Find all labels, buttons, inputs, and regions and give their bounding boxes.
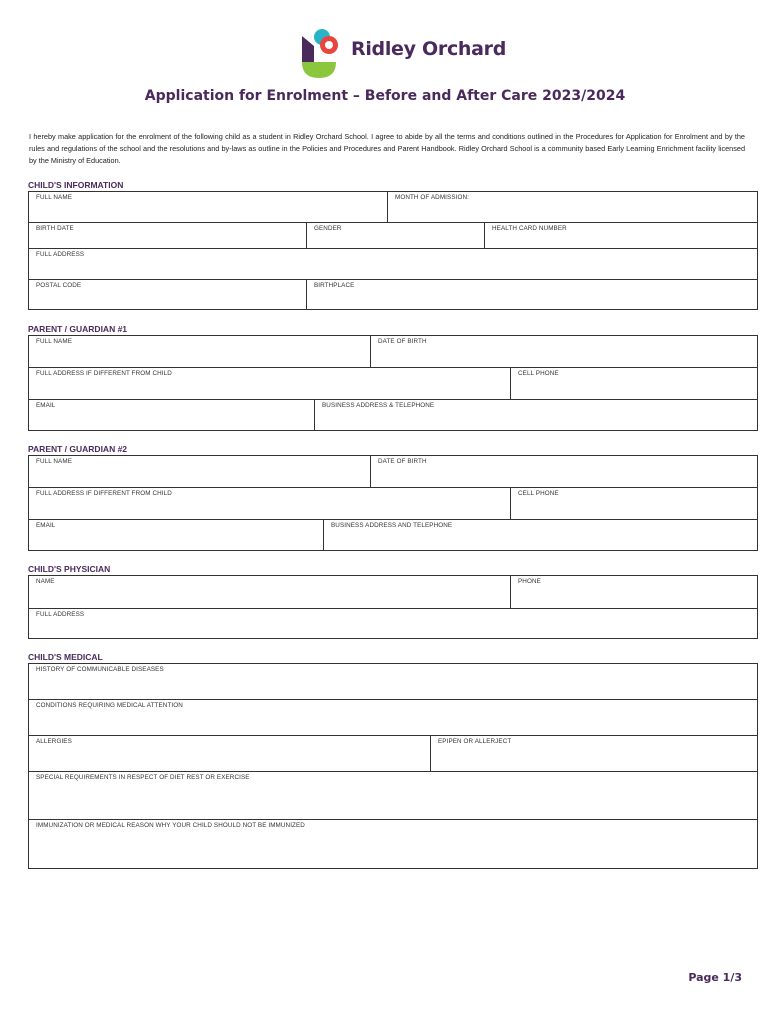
medical-allergies-field[interactable]	[29, 736, 430, 771]
guardian2-box	[28, 455, 758, 551]
child-birth-date-field[interactable]	[29, 223, 306, 248]
field-label: EMAIL	[36, 522, 56, 529]
child-health-card-field[interactable]	[484, 223, 757, 248]
form-title: Application for Enrolment – Before and After Care 2023/2024	[144, 88, 626, 104]
field-label: EPIPEN OR ALLERJECT	[438, 738, 512, 745]
child-month-of-admission-field[interactable]	[387, 192, 757, 222]
field-label: FULL NAME	[36, 338, 73, 345]
field-label: GENDER	[314, 225, 342, 232]
field-label: SPECIAL REQUIREMENTS IN RESPECT OF DIET REST OR EXERCISE	[36, 774, 250, 781]
guardian2-email-field[interactable]	[29, 520, 323, 551]
field-label: IMMUNIZATION OR MEDICAL REASON WHY YOUR CHILD SHOULD NOT BE IMMUNIZED	[36, 822, 305, 829]
field-label: POSTAL CODE	[36, 282, 82, 289]
field-label: BIRTH DATE	[36, 225, 74, 232]
brand-name: Ridley Orchard	[351, 38, 507, 60]
field-label: FULL ADDRESS	[36, 611, 85, 618]
field-label: EMAIL	[36, 402, 56, 409]
physician-box	[28, 575, 758, 639]
child-gender-field[interactable]	[306, 223, 484, 248]
medical-box	[28, 663, 758, 869]
field-label: CONDITIONS REQUIRING MEDICAL ATTENTION	[36, 702, 183, 709]
guardian1-box	[28, 335, 758, 431]
guardian1-full-name-field[interactable]	[29, 336, 370, 367]
child-birthplace-field[interactable]	[306, 280, 757, 310]
guardian2-full-name-field[interactable]	[29, 456, 370, 487]
field-label: BUSINESS ADDRESS & TELEPHONE	[322, 402, 435, 409]
field-label: HISTORY OF COMMUNICABLE DISEASES	[36, 666, 164, 673]
guardian1-cell-phone-field[interactable]	[510, 368, 757, 399]
child-info-box	[28, 191, 758, 310]
guardian1-email-field[interactable]	[29, 400, 314, 431]
guardian2-address-field[interactable]	[29, 488, 510, 519]
guardian1-business-field[interactable]	[314, 400, 757, 431]
field-label: FULL NAME	[36, 458, 73, 465]
guardian2-date-of-birth-field[interactable]	[370, 456, 757, 487]
field-label: PHONE	[518, 578, 541, 585]
field-label: BIRTHPLACE	[314, 282, 355, 289]
field-label: BUSINESS ADDRESS AND TELEPHONE	[331, 522, 453, 529]
section-title-guardian1: PARENT / GUARDIAN #1	[28, 324, 128, 334]
guardian1-address-field[interactable]	[29, 368, 510, 399]
medical-special-requirements-field[interactable]	[29, 772, 757, 819]
field-label: ALLERGIES	[36, 738, 72, 745]
child-postal-code-field[interactable]	[29, 280, 306, 310]
field-label: HEALTH CARD NUMBER	[492, 225, 567, 232]
field-label: FULL ADDRESS IF DIFFERENT FROM CHILD	[36, 490, 172, 497]
medical-history-field[interactable]	[29, 664, 757, 699]
medical-conditions-field[interactable]	[29, 700, 757, 735]
guardian2-cell-phone-field[interactable]	[510, 488, 757, 519]
field-label: FULL ADDRESS IF DIFFERENT FROM CHILD	[36, 370, 172, 377]
intro-paragraph: I hereby make application for the enrolment of the following child as a student in Ridley Orchard School. I agree to abide by all the terms and conditions outlined in the Procedures for Application for Enrolment and by the rules and regulations of the school and the resolutions and by-laws as outline in the Policies and Procedures and Parent Handbook. Ridley Orchard School is a community based Early Learning Enrichment facility licensed by the Ministry of Education.	[29, 132, 745, 165]
field-label: FULL ADDRESS	[36, 251, 85, 258]
section-title-guardian2: PARENT / GUARDIAN #2	[28, 444, 128, 454]
field-label: CELL PHONE	[518, 490, 559, 497]
field-label: NAME	[36, 578, 55, 585]
section-title-physician: CHILD'S PHYSICIAN	[28, 564, 111, 574]
child-full-name-field[interactable]	[29, 192, 387, 222]
field-label: MONTH OF ADMISSION:	[395, 194, 469, 201]
medical-epipen-field[interactable]	[430, 736, 757, 771]
physician-phone-field[interactable]	[510, 576, 757, 608]
brand-logo	[300, 28, 507, 80]
field-label: CELL PHONE	[518, 370, 559, 377]
guardian2-business-field[interactable]	[323, 520, 757, 551]
physician-name-field[interactable]	[29, 576, 510, 608]
field-label: DATE OF BIRTH	[378, 458, 427, 465]
section-title-medical: CHILD'S MEDICAL	[28, 652, 103, 662]
section-title-child: CHILD'S INFORMATION	[28, 180, 124, 190]
child-full-address-field[interactable]	[29, 249, 757, 279]
guardian1-date-of-birth-field[interactable]	[370, 336, 757, 367]
field-label: DATE OF BIRTH	[378, 338, 427, 345]
medical-immunization-field[interactable]	[29, 820, 757, 869]
field-label: FULL NAME	[36, 194, 73, 201]
ridley-orchard-logo-icon	[300, 28, 348, 80]
page-number: Page 1/3	[688, 971, 742, 984]
physician-address-field[interactable]	[29, 609, 757, 639]
